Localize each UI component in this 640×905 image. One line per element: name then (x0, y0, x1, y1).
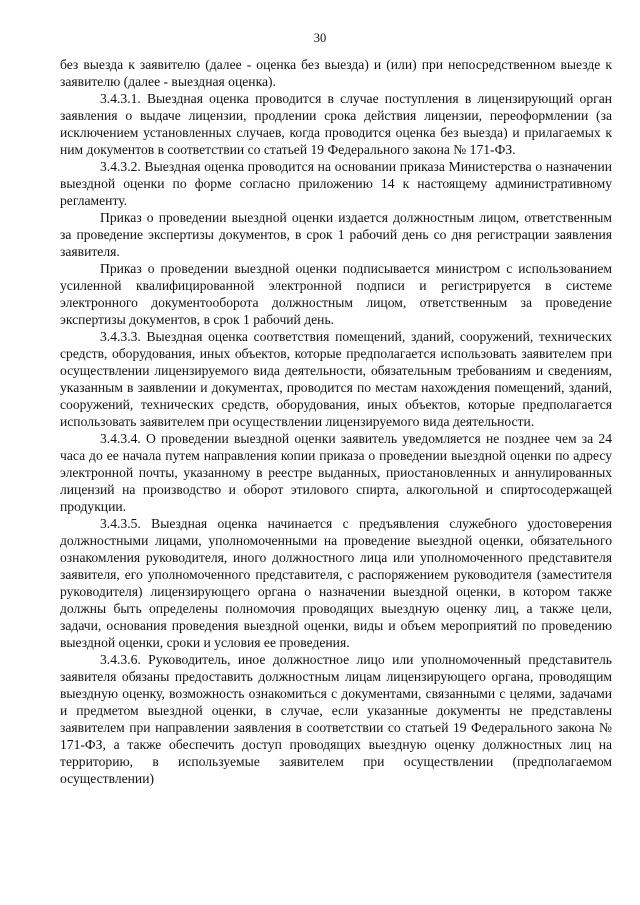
paragraph-continuation: без выезда к заявителю (далее - оценка без выезда) и (или) при непосредственном выезде к заявителю (далее - выездная оценка). (60, 57, 612, 89)
paragraph-3-4-3-1: 3.4.3.1. Выездная оценка проводится в случае поступления в лицензирующий орган заявления о выдаче лицензии, продлении срока действия лицензии, переоформлении (за исключением установленных случаев, когда проводится оценка без выезда) и прилагаемых к ним документов в соответствии со статьей 19 Федерального закона № 171-ФЗ. (60, 91, 612, 157)
paragraph-3-4-3-2: 3.4.3.2. Выездная оценка проводится на основании приказа Министерства о назначении выездной оценки по форме согласно приложению 14 к настоящему административному регламенту. (60, 159, 612, 208)
paragraph-3-4-3-6: 3.4.3.6. Руководитель, иное должностное лицо или уполномоченный представитель заявителя обязаны предоставить должностным лицам лицензирующего органа, проводящим выездную оценку, возможность ознакомиться с документами, связанными с целями, задачами и предметом выездной оценки, в случае, если указанные документы не представлены заявителем при направлении заявления в соответствии со статьей 19 Федерального закона № 171-ФЗ, а также обеспечить доступ проводящих выездную оценку должностных лиц на территорию, в используемые заявителем при осуществлении (предполагаемом осуществлении) (60, 652, 612, 786)
paragraph-order-signing: Приказ о проведении выездной оценки подписывается министром с использованием усиленной квалифицированной электронной подписи и регистрируется в системе электронного документооборота должностным лицом, ответственным за проведение экспертизы документов, в срок 1 рабочий день. (60, 261, 612, 327)
paragraph-3-4-3-5: 3.4.3.5. Выездная оценка начинается с предъявления служебного удостоверения должностными лицами, уполномоченными на проведение выездной оценки, обязательного ознакомления руководителя, иного должностного лица или уполномоченного представителя заявителя, его уполномоченного представителя, с распоряжением руководителя (заместителя руководителя) лицензирующего органа о назначении выездной оценки, в котором также должны быть определены полномочия проводящих выездную оценку лиц, а также цели, задачи, основания проведения выездной оценки, виды и объем мероприятий по проведению выездной оценки, сроки и условия ее проведения. (60, 516, 612, 650)
document-body (60, 56, 612, 787)
paragraph-3-4-3-4: 3.4.3.4. О проведении выездной оценки заявитель уведомляется не позднее чем за 24 часа до ее начала путем направления копии приказа о проведении выездной оценки по адресу электронной почты, указанному в реестре выданных, приостановленных и аннулированных лицензий на производство и оборот этилового спирта, алкогольной и спиртосодержащей продукции. (60, 431, 612, 514)
page-number: 30 (313, 31, 327, 45)
paragraph-order-issuance: Приказ о проведении выездной оценки издается должностным лицом, ответственным за проведение экспертизы документов, в срок 1 рабочий день со дня регистрации заявления заявителя. (60, 210, 612, 259)
paragraph-3-4-3-3: 3.4.3.3. Выездная оценка соответствия помещений, зданий, сооружений, технических средств, оборудования, иных объектов, которые предполагается использовать заявителем при осуществлении лицензируемого вида деятельности, обязательным требованиям и сведениям, указанным в заявлении и документах, проводится по местам нахождения помещений, зданий, сооружений, технических средств, оборудования, иных объектов, которые предполагается использовать заявителем при осуществлении лицензируемого вида деятельности. (60, 329, 612, 429)
